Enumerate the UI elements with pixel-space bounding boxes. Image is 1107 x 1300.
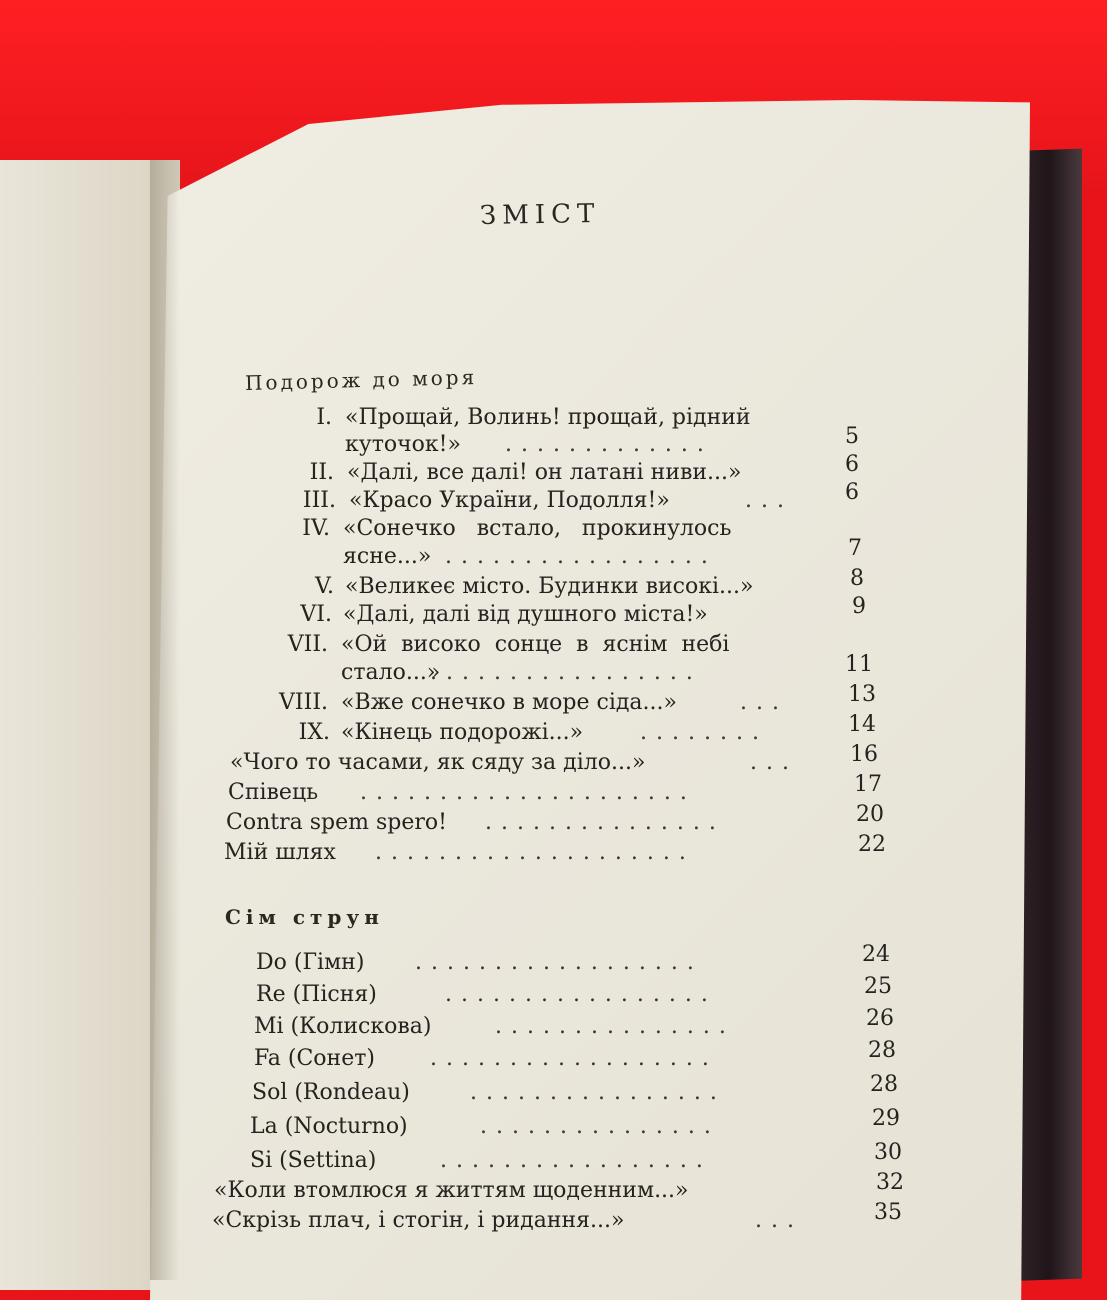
toc-entry <box>0 772 1000 810</box>
toc-entry-title: «Кінець подорожі...» <box>341 720 584 745</box>
toc-leader-dots: ... <box>750 750 798 775</box>
toc-entry <box>0 480 1000 518</box>
toc-entry-title: ясне...» <box>343 544 432 569</box>
toc-entry-page: 17 <box>854 772 882 797</box>
toc-entry-page: 11 <box>845 652 873 677</box>
toc-entry-number: I. <box>316 405 332 430</box>
toc-entry-title: «Чого то часами, як сяду за діло...» <box>230 750 646 775</box>
page-title: ЗМІСТ <box>479 198 601 232</box>
toc-entry-page: 6 <box>845 452 859 477</box>
toc-entry <box>0 832 1000 870</box>
toc-entry-page: 16 <box>850 742 878 767</box>
toc-entry-title: Re (Пісня) <box>256 982 377 1007</box>
toc-entry <box>0 974 1000 1012</box>
toc-entry <box>0 742 1000 780</box>
toc-leader-dots: .................. <box>430 1046 718 1071</box>
toc-entry-title: «Прощай, Волинь! прощай, рідний <box>345 405 751 430</box>
toc-entry-page: 5 <box>845 424 859 449</box>
toc-entry-title: Sol (Rondeau) <box>252 1080 410 1105</box>
toc-entry-page: 13 <box>848 682 876 707</box>
section-title-journey: Подорож до моря <box>244 364 478 396</box>
toc-entry-page: 14 <box>848 712 876 737</box>
toc-entry-title: «Скрізь плач, і стогін, і ридання...» <box>212 1208 625 1233</box>
toc-entry <box>0 1006 1000 1044</box>
toc-leader-dots: ............... <box>485 810 725 835</box>
toc-entry <box>0 1200 1000 1238</box>
toc-leader-dots: ............... <box>495 1014 735 1039</box>
toc-entry-title: Si (Settina) <box>250 1148 377 1173</box>
toc-leader-dots: ... <box>740 690 788 715</box>
toc-entry-page: 20 <box>856 802 884 827</box>
toc-leader-dots: ................. <box>445 544 717 569</box>
toc-leader-dots: ................. <box>430 660 702 685</box>
toc-entry <box>0 1072 1000 1110</box>
toc-entry-title: «Сонечко встало, прокинулось <box>343 516 732 541</box>
toc-leader-dots: ............. <box>505 432 713 457</box>
toc-entry <box>0 1038 1000 1076</box>
toc-entry-page: 6 <box>845 480 859 505</box>
toc-entry-number: IV. <box>302 516 330 541</box>
toc-leader-dots: ... <box>745 488 793 513</box>
toc-leader-dots: .................... <box>375 840 695 865</box>
toc-entry-page: 35 <box>874 1200 902 1225</box>
toc-entry <box>0 566 1000 604</box>
toc-entry <box>0 1106 1000 1144</box>
toc-entry <box>0 802 1000 840</box>
toc-entry-number: VII. <box>287 632 328 657</box>
toc-entry-title: Contra spem spero! <box>226 810 447 835</box>
toc-entry-number: VI. <box>300 602 332 627</box>
toc-leader-dots: ................. <box>440 1148 712 1173</box>
toc-entry-page: 25 <box>864 974 892 999</box>
toc-entry-page: 29 <box>872 1106 900 1131</box>
toc-entry-number: II. <box>309 460 334 485</box>
toc-entry <box>0 594 1000 632</box>
toc-entry <box>0 1140 1000 1178</box>
toc-entry-page: 28 <box>868 1038 896 1063</box>
toc-entry-title: Співець <box>228 780 319 805</box>
toc-leader-dots: ........ <box>640 720 768 745</box>
toc-entry-title: Mi (Колискова) <box>254 1014 432 1039</box>
toc-entry-title: Fa (Сонет) <box>254 1046 375 1071</box>
toc-entry-page: 26 <box>866 1006 894 1031</box>
toc-entry-number: VIII. <box>279 690 328 715</box>
toc-entry-page: 32 <box>876 1170 904 1195</box>
toc-entry-page: 24 <box>862 942 890 967</box>
toc-entry-number: V. <box>314 574 334 599</box>
toc-entry-number: IX. <box>298 720 330 745</box>
toc-entry-title: куточок!» <box>345 432 461 457</box>
toc-entry-title: стало...» <box>341 660 441 685</box>
toc-leader-dots: ..................... <box>360 780 696 805</box>
toc-leader-dots: .................. <box>415 950 703 975</box>
toc-leader-dots: ................. <box>445 982 717 1007</box>
toc-entry-title: Мій шлях <box>224 840 336 865</box>
toc-entry-title: «Далі, все далі! он латані ниви...» <box>347 460 742 485</box>
section-title-seven-strings: Сім струн <box>225 905 384 929</box>
toc-leader-dots: ... <box>755 1208 803 1233</box>
toc-entry-title: Do (Гімн) <box>256 950 365 975</box>
toc-entry-number: III. <box>302 488 336 513</box>
toc-entry-page: 9 <box>852 594 866 619</box>
toc-entry-title: «Ой високо сонце в яснім небі <box>341 632 730 657</box>
toc-entry <box>0 1170 1000 1208</box>
toc-entry-title: «Вже сонечко в море сіда...» <box>341 690 677 715</box>
toc-entry-page: 30 <box>874 1140 902 1165</box>
toc-entry-page: 7 <box>848 536 862 561</box>
toc-entry-title: «Коли втомлюся я життям щоденним...» <box>214 1178 689 1203</box>
toc-entry-page: 8 <box>850 566 864 591</box>
toc-entry-title: La (Nocturno) <box>250 1114 408 1139</box>
toc-leader-dots: ................ <box>470 1080 726 1105</box>
toc-entry-title: «Красо України, Подолля!» <box>349 488 670 513</box>
toc-entry-title: «Великеє місто. Будинки високі...» <box>345 574 754 599</box>
toc-entry-title: «Далі, далі від душного міста!» <box>343 602 708 627</box>
toc-entry <box>0 942 1000 980</box>
toc-leader-dots: ............... <box>480 1114 720 1139</box>
toc-entry-page: 22 <box>858 832 886 857</box>
toc-entry-page: 28 <box>870 1072 898 1097</box>
